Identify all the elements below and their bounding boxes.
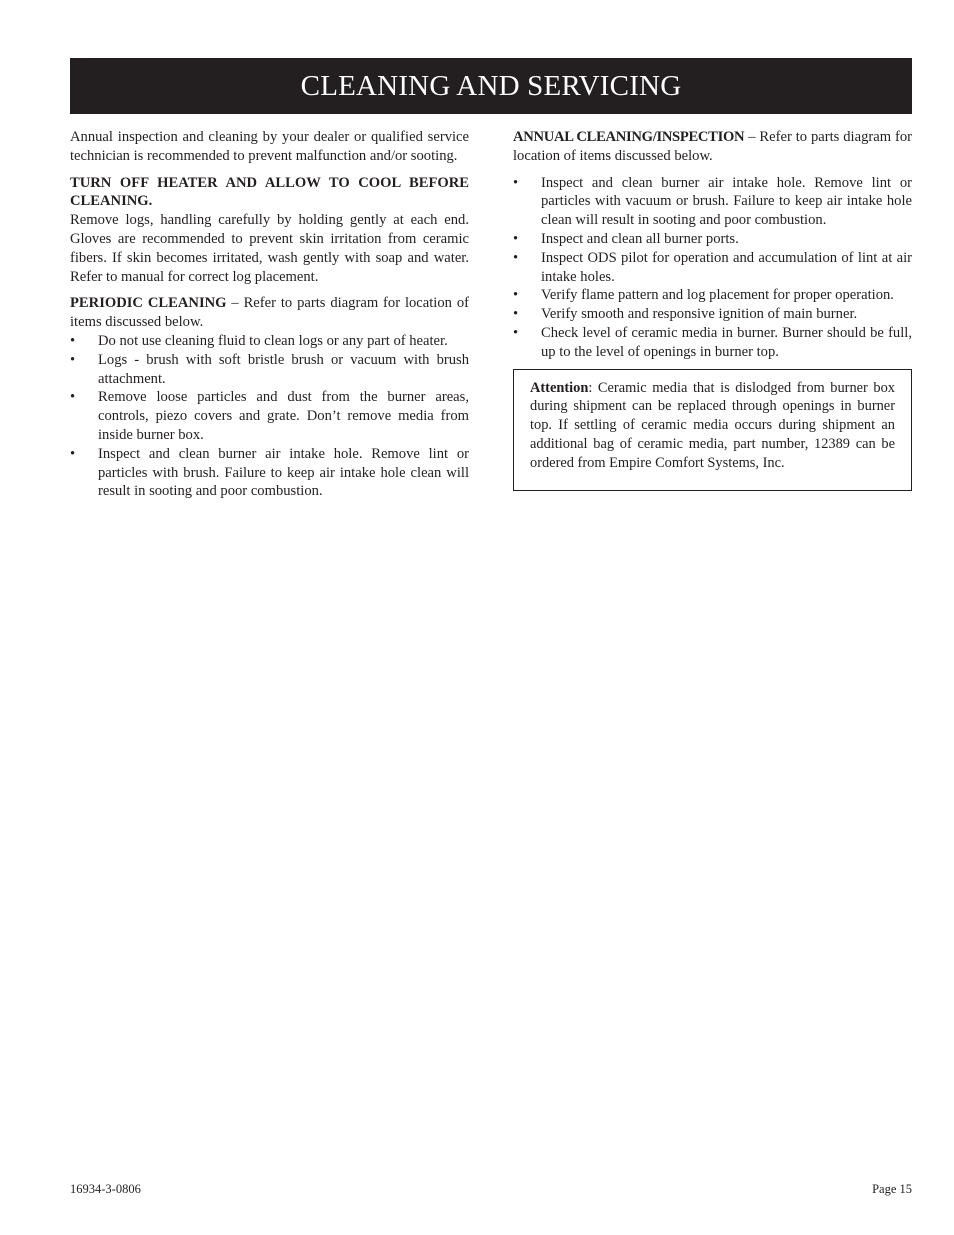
annual-cleaning-list	[513, 174, 912, 362]
bullet-icon: •	[513, 324, 519, 341]
list-item: • Inspect and clean all burner ports.	[513, 230, 739, 247]
bullet-icon: •	[70, 332, 76, 349]
bullet-icon: •	[513, 287, 519, 304]
bullet-icon: •	[70, 445, 76, 462]
annual-cleaning-heading: ANNUAL CLEANING/INSPECTION	[513, 129, 745, 145]
attention-text: : Ceramic media that is dislodged from burner box during shipment can be replaced through openings in burner top. If settling of ceramic media occurs during shipment an additional bag of ceramic media, part number, 12389 can be ordered from Empire Comfort Systems, Inc.	[530, 379, 895, 471]
right-column	[513, 128, 912, 491]
left-column	[70, 128, 469, 509]
list-item: • Verify flame pattern and log placement for proper operation.	[513, 287, 894, 304]
bullet-icon: •	[70, 351, 76, 368]
list-item: • Inspect and clean burner air intake hole. Remove lint or particles with vacuum or brush. Failure to keep air intake hole clean will result in sooting and poor combustion.	[513, 174, 912, 229]
list-item: • Inspect and clean burner air intake hole. Remove lint or particles with brush. Failure to keep air intake hole clean will result in sooting and poor combustion.	[70, 445, 469, 500]
intro-paragraph: Annual inspection and cleaning by your dealer or qualified service technician is recommended to prevent malfunction and/or sooting.	[70, 129, 469, 164]
bullet-icon: •	[513, 306, 519, 323]
list-item: • Inspect ODS pilot for operation and accumulation of lint at air intake holes.	[513, 249, 912, 285]
periodic-cleaning-text: – Refer to parts diagram for location of items discussed below.	[70, 295, 469, 331]
bullet-icon: •	[513, 230, 519, 247]
bullet-icon: •	[513, 249, 519, 266]
attention-label: Attention	[530, 379, 589, 396]
list-item: • Remove loose particles and dust from the burner areas, controls, piezo covers and grate. Don’t remove media from inside burner box.	[70, 389, 469, 443]
document-number: 16934-3-0806	[70, 1182, 141, 1196]
warning-heading: TURN OFF HEATER AND ALLOW TO COOL BEFORE CLEANING.	[70, 174, 469, 210]
attention-box	[513, 369, 912, 491]
annual-cleaning-text: – Refer to parts diagram for location of items discussed below.	[513, 129, 912, 164]
page-title: CLEANING AND SERVICING	[300, 69, 682, 102]
page-number: Page 15	[872, 1182, 912, 1196]
periodic-cleaning-heading: PERIODIC CLEANING	[70, 295, 227, 312]
warning-body: Remove logs, handling carefully by holding gently at each end. Gloves are recommended to prevent skin irritation from ceramic fibers. If skin becomes irritated, wash gently with soap and water. Refer to manual for correct log placement.	[70, 212, 469, 285]
periodic-cleaning-intro	[70, 294, 469, 332]
list-item: • Verify smooth and responsive ignition of main burner.	[513, 306, 858, 323]
periodic-cleaning-list	[70, 332, 469, 501]
section-title-bar	[70, 58, 912, 114]
list-item: • Do not use cleaning fluid to clean logs or any part of heater.	[70, 332, 448, 349]
list-item: • Logs - brush with soft bristle brush or vacuum with brush attachment.	[70, 351, 469, 387]
list-item: • Check level of ceramic media in burner. Burner should be full, up to the level of openings in burner top.	[513, 324, 912, 360]
bullet-icon: •	[70, 389, 76, 406]
annual-cleaning-intro	[513, 128, 912, 166]
attention-note	[530, 379, 895, 473]
bullet-icon: •	[513, 174, 519, 191]
